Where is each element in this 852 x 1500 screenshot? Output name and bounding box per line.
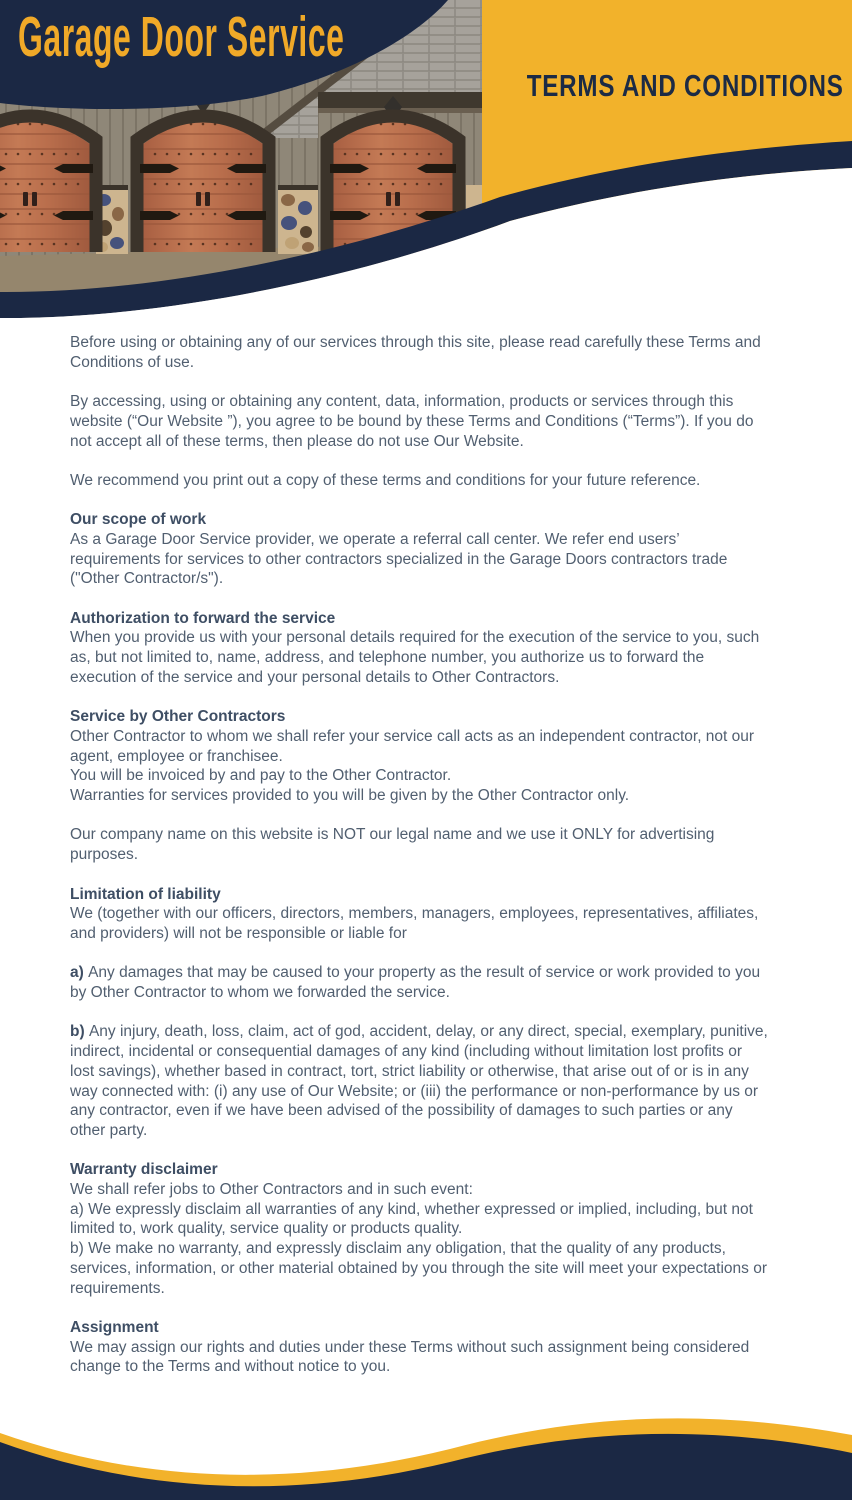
line-text: a) We expressly disclaim all warranties of any kind, whether expressed or implied, including, but not limited to, work quality, service quality or products quality. (70, 1200, 753, 1238)
terms-section (70, 885, 770, 1141)
paragraph-line (70, 333, 770, 372)
line-text: By accessing, using or obtaining any content, data, information, products or services through this website (“Our Website ”), you agree to be bound by these Terms and Conditions (“Terms”). If you do not accept all of these terms, then please do not use Our Website. (70, 393, 754, 450)
line-text: You will be invoiced by and pay to the Other Contractor. (70, 767, 452, 785)
paragraph-line (70, 530, 770, 589)
line-bold-prefix: a) (70, 964, 89, 982)
section-heading: Assignment (70, 1318, 159, 1336)
paragraph-line (70, 825, 770, 864)
paragraph (70, 904, 770, 943)
paragraph-line (70, 1200, 770, 1239)
paragraph (70, 530, 770, 589)
section-heading: Authorization to forward the service (70, 609, 336, 627)
paragraph-line (70, 1338, 770, 1377)
site-logo (18, 4, 601, 74)
line-text: We may assign our rights and duties under these Terms without such assignment being considered change to the Terms and without notice to you. (70, 1338, 750, 1376)
paragraph (70, 628, 770, 687)
line-text: Any injury, death, loss, claim, act of god, accident, delay, or any direct, special, exemplary, punitive, indirect, incidental or consequential damages of any kind (including without limitation lost profits or lost savings), whether based in contract, tort, strict liability or otherwise, that arise out of or is in any way connected with: (i) any use of Our Website; or (iii) the performance or non-performance by us or any contractor, even if we have been advised of the possibility of damages to such parties or any other party. (70, 1023, 768, 1139)
paragraph (70, 825, 770, 864)
line-text: When you provide us with your personal details required for the execution of the service to you, such as, but not limited to, name, address, and telephone number, you authorize us to forward the execution of the service and your personal details to Other Contractors. (70, 629, 760, 686)
stone-pillar (278, 185, 318, 254)
paragraph-line (70, 392, 770, 451)
paragraph-line (70, 766, 770, 786)
line-text: b) We make no warranty, and expressly disclaim any obligation, that the quality of any products, services, information, or other material obtained by you through the site will meet your expectations or requirements. (70, 1240, 767, 1297)
terms-section (70, 1160, 770, 1298)
terms-section (70, 1318, 770, 1377)
paragraph-line (70, 963, 770, 1002)
page-header (0, 0, 852, 320)
paragraph-line (70, 471, 770, 491)
line-text: We recommend you print out a copy of these terms and conditions for your future reference. (70, 471, 701, 489)
paragraph-line (70, 1180, 770, 1200)
section-heading: Our scope of work (70, 511, 207, 529)
terms-section (70, 707, 770, 865)
terms-section (70, 333, 770, 491)
terms-section (70, 609, 770, 688)
footer-wave (0, 1385, 852, 1500)
section-heading: Service by Other Contractors (70, 708, 286, 726)
paragraph-line (70, 786, 770, 806)
section-heading: Warranty disclaimer (70, 1161, 218, 1179)
paragraph (70, 392, 770, 451)
line-text: Any damages that may be caused to your property as the result of service or work provided to you by Other Contractor to whom we forwarded the service. (70, 964, 761, 1002)
paragraph (70, 1338, 770, 1377)
section-heading: Limitation of liability (70, 885, 221, 903)
paragraph-line (70, 1022, 770, 1140)
line-text: We shall refer jobs to Other Contractors and in such event: (70, 1181, 473, 1199)
page-title-text: TERMS AND CONDITIONS (526, 68, 844, 103)
terms-content (70, 320, 770, 1397)
line-text: Before using or obtaining any of our services through this site, please read carefully these Terms and Conditions of use. (70, 334, 761, 371)
line-text: As a Garage Door Service provider, we operate a referral call center. We refer end users’ requirements for services to other contractors specialized in the Garage Doors contractors trade ("Other Contractor/s"). (70, 530, 728, 588)
page-footer (0, 1385, 852, 1500)
line-text: Other Contractor to whom we shall refer your service call acts as an independent contractor, not our agent, employee or franchisee. (70, 727, 755, 765)
paragraph-line (70, 628, 770, 687)
paragraph-line (70, 1239, 770, 1298)
site-logo-text: Garage Door Service (18, 5, 345, 69)
paragraph (70, 1180, 770, 1298)
paragraph (70, 727, 770, 806)
paragraph-line (70, 727, 770, 766)
line-text: Warranties for services provided to you will be given by the Other Contractor only. (70, 787, 630, 805)
page-title (482, 68, 852, 104)
paragraph-line (70, 904, 770, 943)
paragraph (70, 1022, 770, 1140)
line-bold-prefix: b) (70, 1023, 89, 1041)
terms-section (70, 510, 770, 589)
line-text: Our company name on this website is NOT our legal name and we use it ONLY for advertising purposes. (70, 826, 715, 864)
paragraph (70, 963, 770, 1002)
paragraph (70, 471, 770, 491)
line-text: We (together with our officers, directors, members, managers, employees, representatives, affiliates, and providers) will not be responsible or liable for (70, 905, 759, 942)
paragraph (70, 333, 770, 372)
